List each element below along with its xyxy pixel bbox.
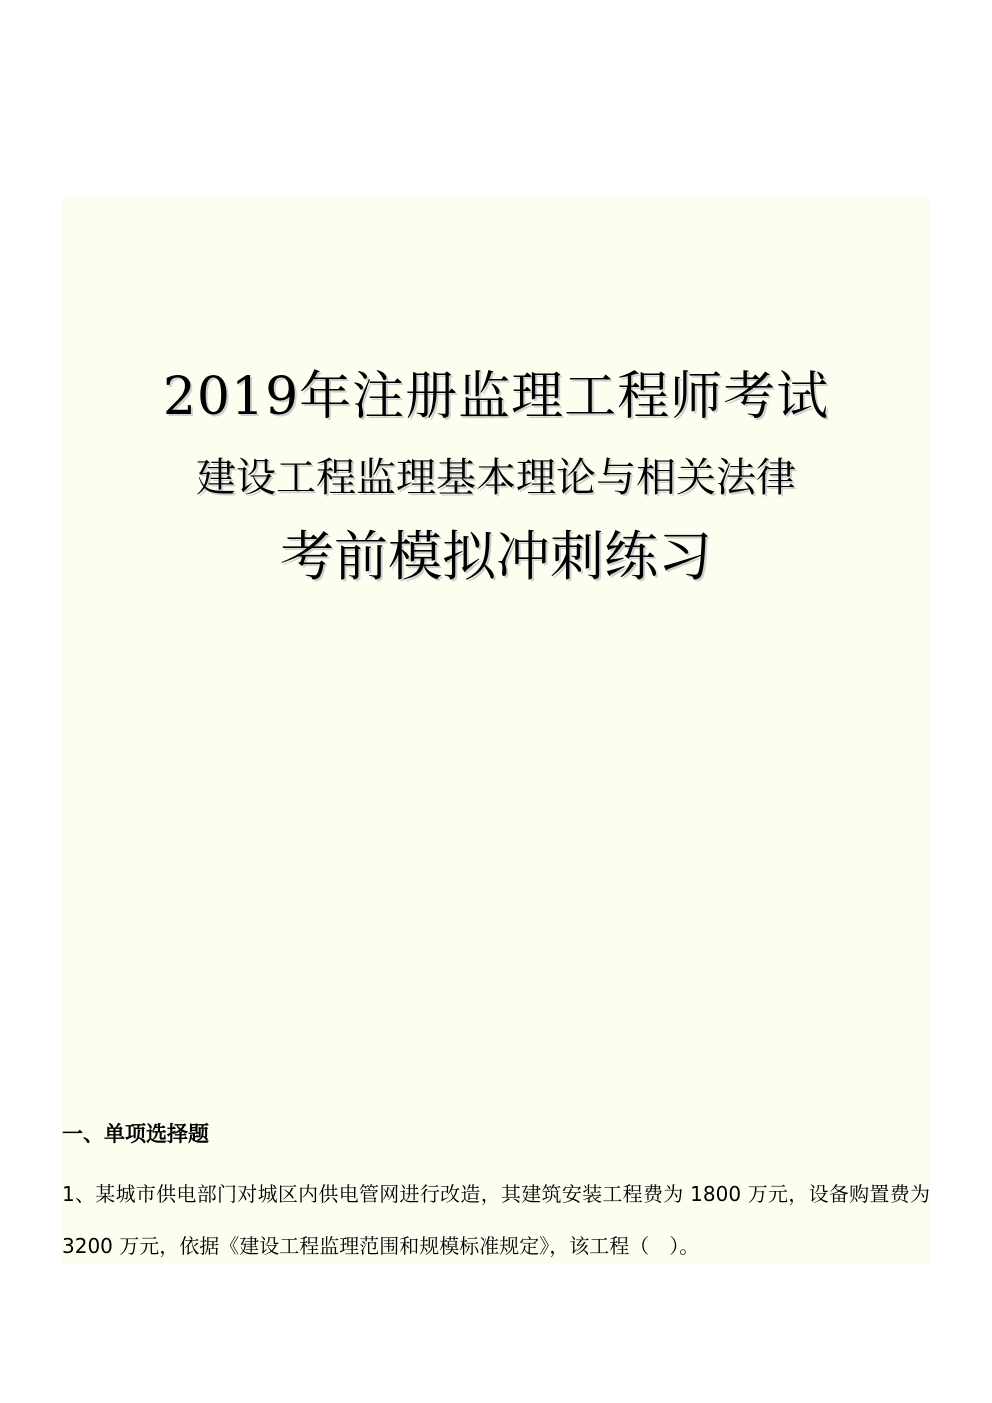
cover-title-line1: 2019年注册监理工程师考试 — [162, 367, 830, 427]
question-1: 1、某城市供电部门对城区内供电管网进行改造，其建筑安装工程费为 1800 万元，设备购置费为 3200 万元，依据《建设工程监理范围和规模标准规定》，该工程（ ）。 — [62, 1182, 930, 1258]
document-page — [62, 196, 930, 1264]
cover-title-line3: 考前模拟冲刺练习 — [280, 525, 712, 588]
cover-title-line2: 建设工程监理基本理论与相关法律 — [196, 455, 796, 501]
section-heading: 一、单项选择题 — [62, 1122, 209, 1146]
